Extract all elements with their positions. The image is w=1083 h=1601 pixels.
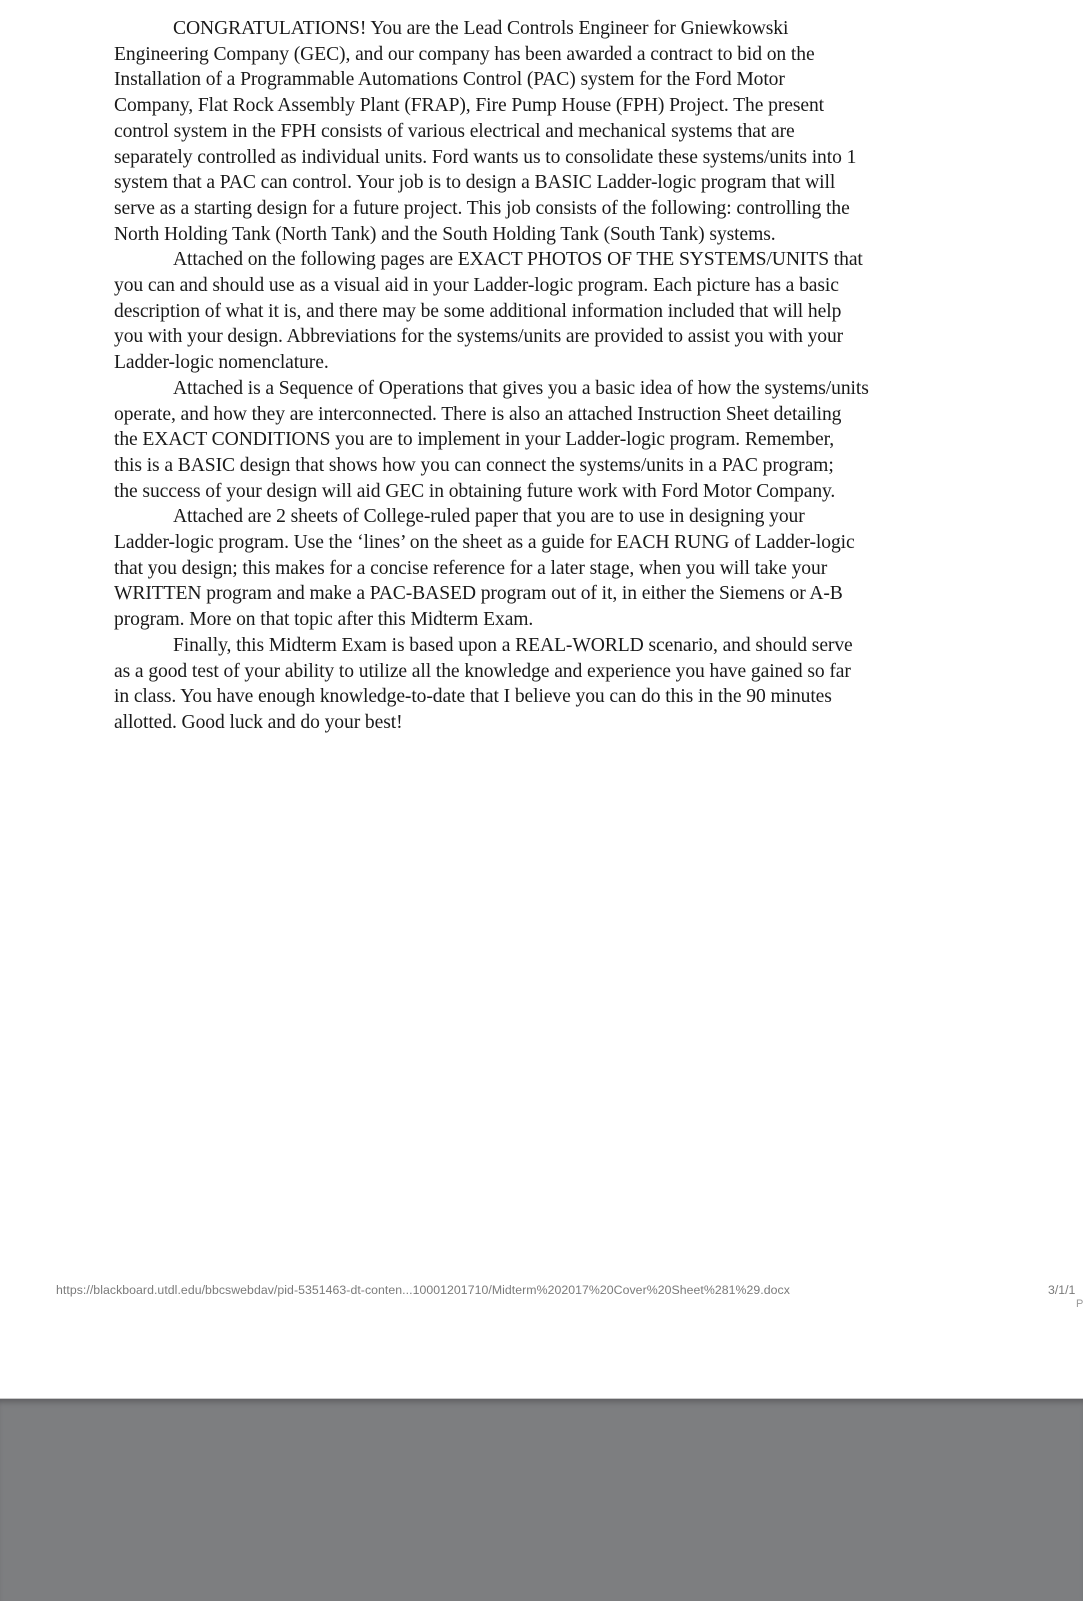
text-line: the EXACT CONDITIONS you are to implement in your Ladder-logic program. Remember, <box>114 429 835 451</box>
text-line: Finally, this Midterm Exam is based upon a REAL-WORLD scenario, and should serve <box>173 634 853 656</box>
text-line: Company, Flat Rock Assembly Plant (FRAP), Fire Pump House (FPH) Project. The present <box>114 95 825 117</box>
text-line: Attached on the following pages are EXACT PHOTOS OF THE SYSTEMS/UNITS that <box>173 249 863 271</box>
text-line: Engineering Company (GEC), and our company has been awarded a contract to bid on the <box>114 43 815 65</box>
text-line: separately controlled as individual units. Ford wants us to consolidate these systems/units into 1 <box>114 146 857 168</box>
viewer-background <box>0 1398 1083 1601</box>
text-line: that you design; this makes for a concise reference for a later stage, when you will take your <box>114 557 828 579</box>
text-line: allotted. Good luck and do your best! <box>114 711 403 733</box>
footer-url: https://blackboard.utdl.edu/bbcswebdav/pid-5351463-dt-conten...10001201710/Midterm%202017%20Cover%20Sheet%281%29.docx <box>56 1283 790 1297</box>
paragraph-sequence <box>114 376 1014 505</box>
text-line: system that a PAC can control. Your job is to design a BASIC Ladder-logic program that will <box>114 172 836 194</box>
text-line: description of what it is, and there may be some additional information included that will help <box>114 300 842 322</box>
text-line: you can and should use as a visual aid in your Ladder-logic program. Each picture has a basic <box>114 275 839 297</box>
text-line: North Holding Tank (North Tank) and the South Holding Tank (South Tank) systems. <box>114 223 776 245</box>
text-line: operate, and how they are interconnected. There is also an attached Instruction Sheet detailing <box>114 403 842 425</box>
paragraph-finally <box>114 633 1014 736</box>
footer-date: 3/1/1 <box>1048 1283 1076 1297</box>
text-line: Installation of a Programmable Automations Control (PAC) system for the Ford Motor <box>114 69 785 91</box>
text-line: control system in the FPH consists of various electrical and mechanical systems that are <box>114 120 795 142</box>
text-line: Ladder-logic nomenclature. <box>114 352 329 374</box>
text-line: Ladder-logic program. Use the ‘lines’ on the sheet as a guide for EACH RUNG of Ladder-logic <box>114 532 855 554</box>
text-line: program. More on that topic after this Midterm Exam. <box>114 609 534 631</box>
text-line: WRITTEN program and make a PAC-BASED program out of it, in either the Siemens or A-B <box>114 583 843 605</box>
footer-page-label: P <box>1076 1298 1083 1310</box>
text-line: as a good test of your ability to utilize all the knowledge and experience you have gained so far <box>114 660 851 682</box>
text-line: Attached are 2 sheets of College-ruled paper that you are to use in designing your <box>173 506 805 528</box>
text-line: CONGRATULATIONS! You are the Lead Controls Engineer for Gniewkowski <box>173 18 789 39</box>
paragraph-photos <box>114 247 1014 376</box>
text-line: this is a BASIC design that shows how you can connect the systems/units in a PAC program; <box>114 454 834 476</box>
text-line: Attached is a Sequence of Operations that gives you a basic idea of how the systems/units <box>173 377 869 399</box>
paragraph-intro <box>114 16 1014 247</box>
text-line: in class. You have enough knowledge-to-date that I believe you can do this in the 90 minutes <box>114 686 832 708</box>
text-line: you with your design. Abbreviations for the systems/units are provided to assist you with your <box>114 326 844 348</box>
paragraph-paper <box>114 504 1014 633</box>
text-line: the success of your design will aid GEC in obtaining future work with Ford Motor Company. <box>114 480 836 502</box>
text-line: serve as a starting design for a future project. This job consists of the following: controlling the <box>114 197 850 219</box>
document-body <box>114 16 1014 736</box>
